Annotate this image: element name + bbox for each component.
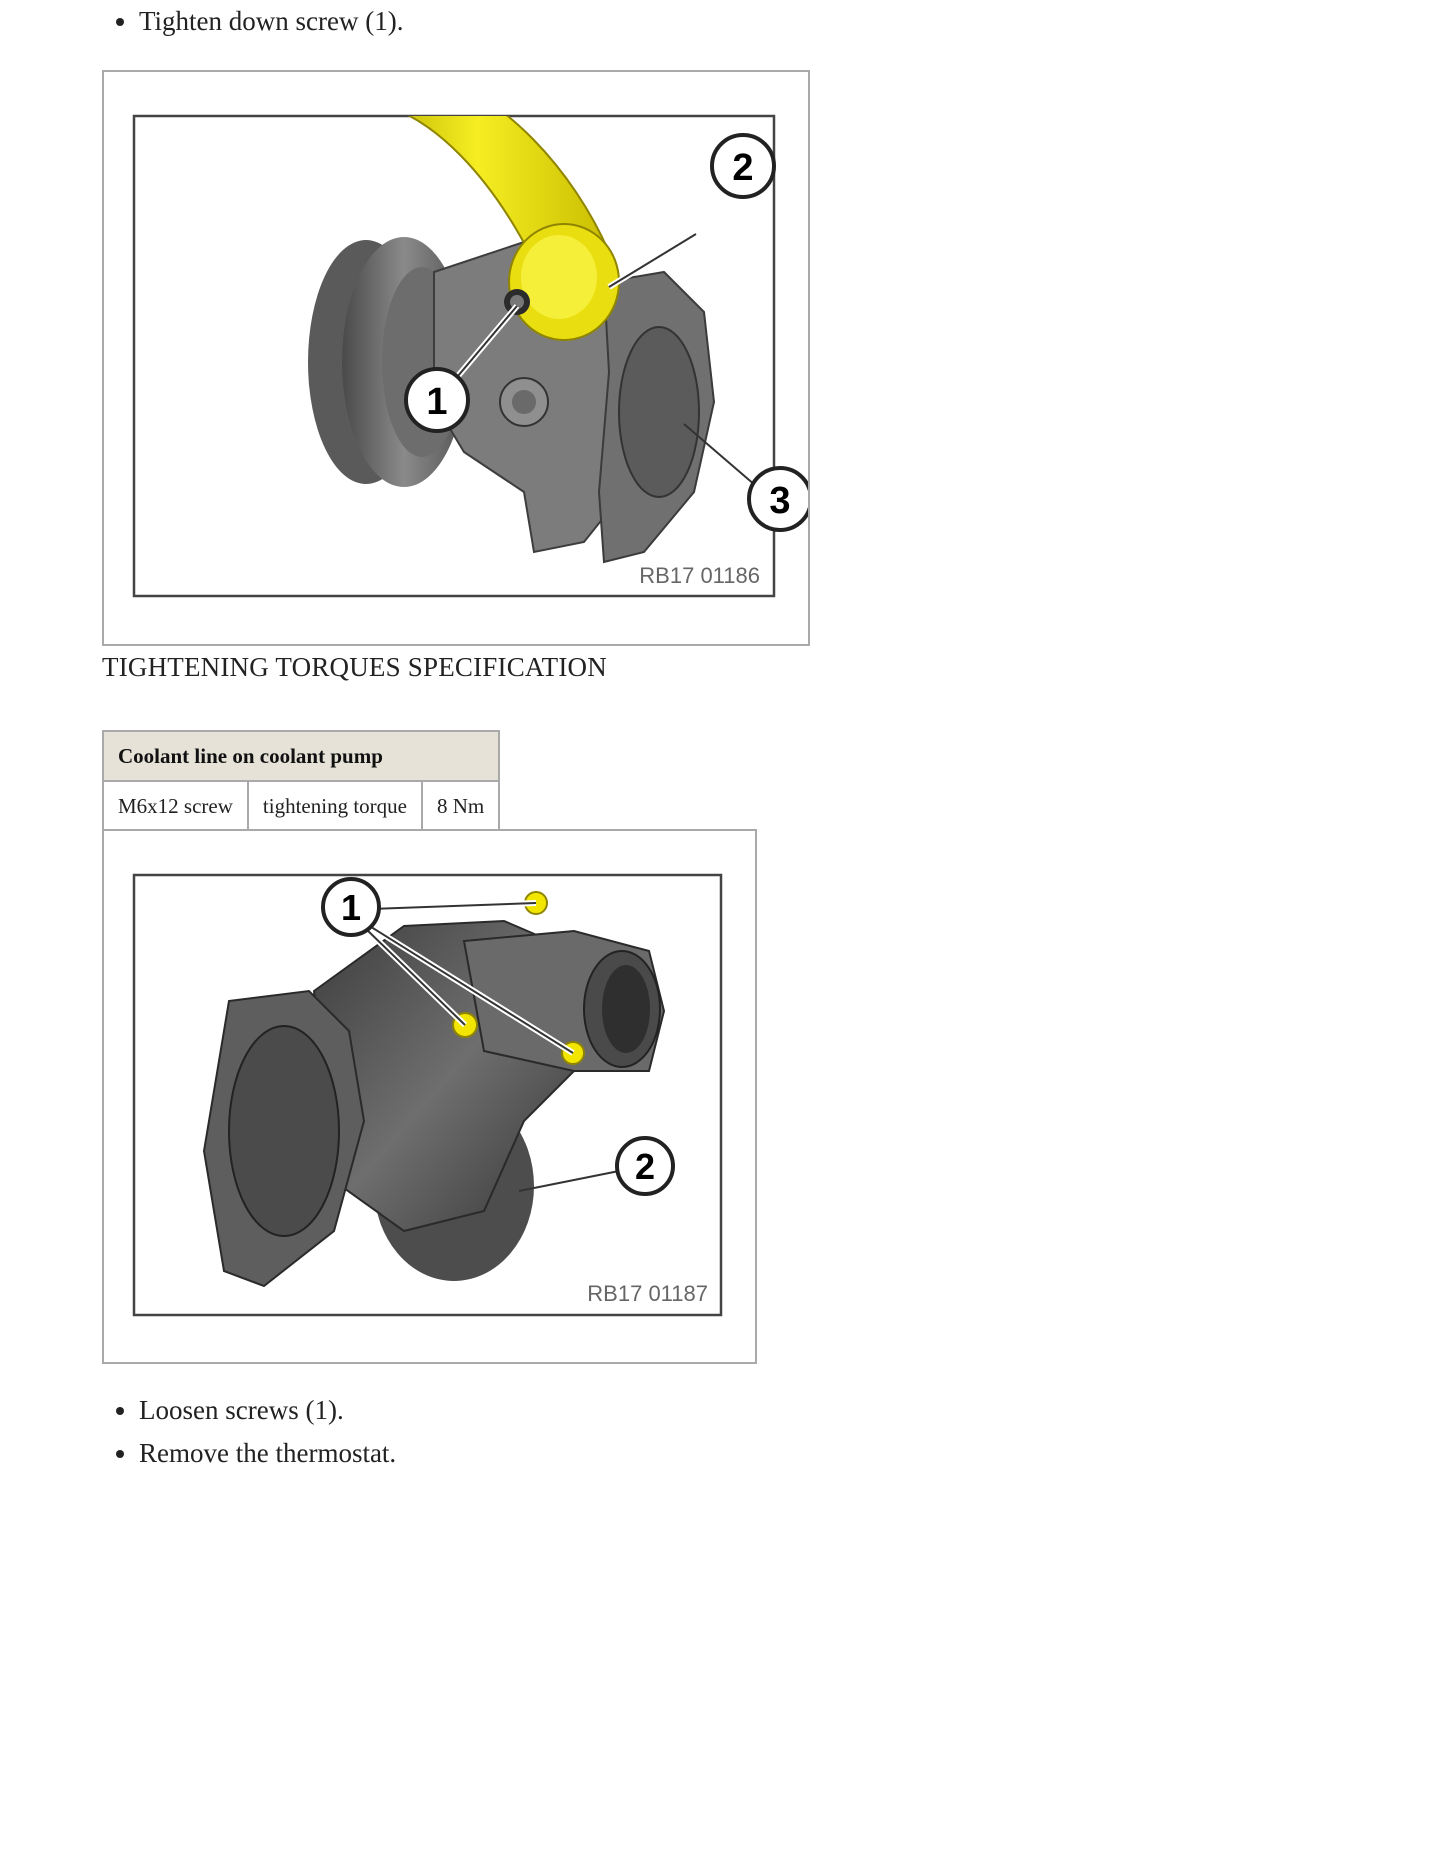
svg-text:2: 2	[732, 147, 754, 189]
cell-value: 8 Nm	[422, 781, 499, 831]
table-row	[103, 781, 499, 831]
cell-type: tightening torque	[248, 781, 422, 831]
svg-text:3: 3	[769, 480, 791, 522]
figure-coolant-line-pump	[102, 70, 810, 646]
thermostat-housing-illustration	[104, 831, 755, 1362]
svg-text:2: 2	[634, 1146, 656, 1187]
callout-2	[712, 135, 774, 197]
svg-text:1: 1	[340, 887, 362, 928]
step-item: • Remove the thermostat.	[139, 1432, 396, 1475]
callout-1	[406, 369, 468, 431]
table-header: Coolant line on coolant pump	[103, 731, 499, 781]
svg-text:1: 1	[426, 381, 448, 423]
callout-2	[617, 1138, 673, 1194]
callout-1	[323, 879, 379, 935]
torque-table	[102, 730, 500, 832]
step-list-top	[103, 0, 403, 43]
cell-part: M6x12 screw	[103, 781, 248, 831]
figure-code: RB17 01186	[639, 563, 760, 588]
step-item: • Loosen screws (1).	[139, 1389, 396, 1432]
figure-code: RB17 01187	[587, 1281, 708, 1306]
coolant-pump-line-illustration	[104, 72, 808, 644]
spec-heading: TIGHTENING TORQUES SPECIFICATION	[102, 652, 607, 682]
callout-3	[749, 468, 808, 530]
step-list-bottom	[103, 1389, 396, 1475]
step-item: • Tighten down screw (1).	[139, 0, 403, 43]
figure-thermostat-screws	[102, 829, 757, 1364]
